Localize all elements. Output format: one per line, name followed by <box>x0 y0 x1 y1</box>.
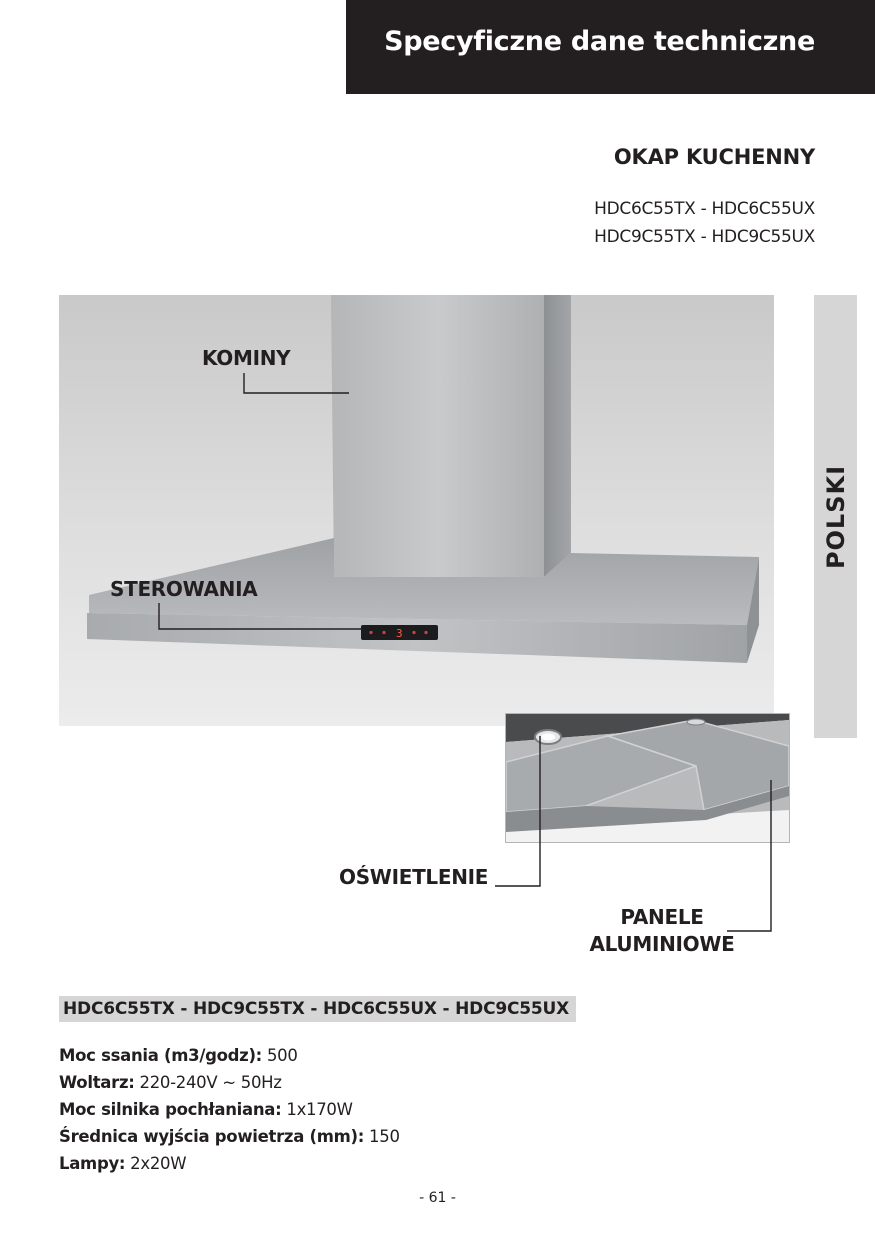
spec-list <box>59 1042 400 1177</box>
spec-label: Lampy: <box>59 1154 126 1173</box>
spec-label: Woltarz: <box>59 1073 135 1092</box>
chimneys-leader <box>244 373 349 393</box>
spec-value: 220-240V ~ 50Hz <box>139 1073 282 1092</box>
spec-row-outlet-diameter <box>59 1123 400 1150</box>
callout-controls: STEROWANIA <box>110 577 258 601</box>
spec-heading: HDC6C55TX - HDC9C55TX - HDC6C55UX - HDC9C55UX <box>59 996 576 1022</box>
spec-row-suction <box>59 1042 400 1069</box>
callout-panels-line-1: PANELE <box>620 905 704 929</box>
spec-row-lamps <box>59 1150 400 1177</box>
callout-panels-line-2: ALUMINIOWE <box>589 932 735 956</box>
spec-row-motor-power <box>59 1096 400 1123</box>
spec-label: Moc silnika pochłaniana: <box>59 1100 282 1119</box>
control-display: 3 <box>396 627 403 640</box>
spec-row-voltage <box>59 1069 400 1096</box>
controls-leader <box>159 603 361 629</box>
model-line-2: HDC9C55TX - HDC9C55UX <box>594 227 815 247</box>
spec-value: 500 <box>266 1046 298 1065</box>
spec-value: 2x20W <box>130 1154 187 1173</box>
spec-value: 1x170W <box>286 1100 353 1119</box>
spec-label: Średnica wyjścia powietrza (mm): <box>59 1127 365 1146</box>
page-number: - 61 - <box>419 1190 456 1206</box>
callout-panels <box>586 904 738 958</box>
model-line-1: HDC6C55TX - HDC6C55UX <box>594 199 815 219</box>
spec-label: Moc ssania (m3/godz): <box>59 1046 262 1065</box>
spec-value: 150 <box>369 1127 400 1146</box>
lighting-leader <box>495 736 540 886</box>
page-title: Specyficzne dane techniczne <box>384 26 815 57</box>
callout-chimneys: KOMINY <box>202 346 291 370</box>
language-tab-label: POLSKI <box>821 464 850 569</box>
product-title: OKAP KUCHENNY <box>613 145 815 169</box>
callout-lighting: OŚWIETLENIE <box>339 865 489 889</box>
